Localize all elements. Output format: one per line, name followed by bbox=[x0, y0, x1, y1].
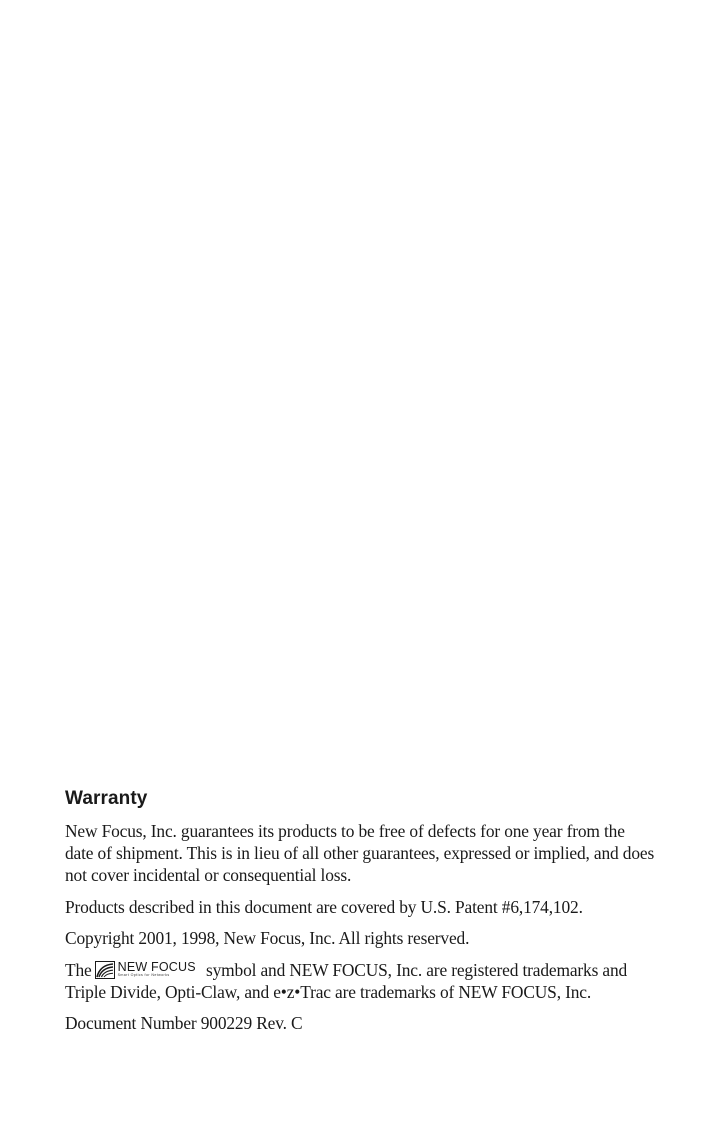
trademark-prefix: The bbox=[65, 959, 92, 980]
trademark-paragraph bbox=[65, 959, 655, 1003]
guarantee-paragraph: New Focus, Inc. guarantees its products to be free of defects for one year from the date of shipment. This is in lieu of all other guarantees, expressed or implied, and does not cover incidental or consequential loss. bbox=[65, 821, 655, 885]
copyright-paragraph: Copyright 2001, 1998, New Focus, Inc. All rights reserved. bbox=[65, 928, 470, 948]
document-number: Document Number 900229 Rev. C bbox=[65, 1013, 303, 1033]
new-focus-logo bbox=[95, 961, 196, 979]
trademark-text: symbol and NEW FOCUS, Inc. are registered trademarks and Triple Divide, Opti-Claw, and e•z•Trac are trademarks of NEW FOCUS, Inc. bbox=[65, 959, 628, 1002]
logo-wordmark: NEW FOCUS bbox=[117, 959, 196, 974]
new-focus-emblem-icon bbox=[95, 961, 115, 979]
logo-tagline: Smart Optics for Networks bbox=[117, 973, 170, 978]
warranty-section bbox=[65, 786, 655, 1044]
warranty-heading: Warranty bbox=[65, 788, 148, 809]
patent-paragraph: Products described in this document are covered by U.S. Patent #6,174,102. bbox=[65, 896, 583, 917]
